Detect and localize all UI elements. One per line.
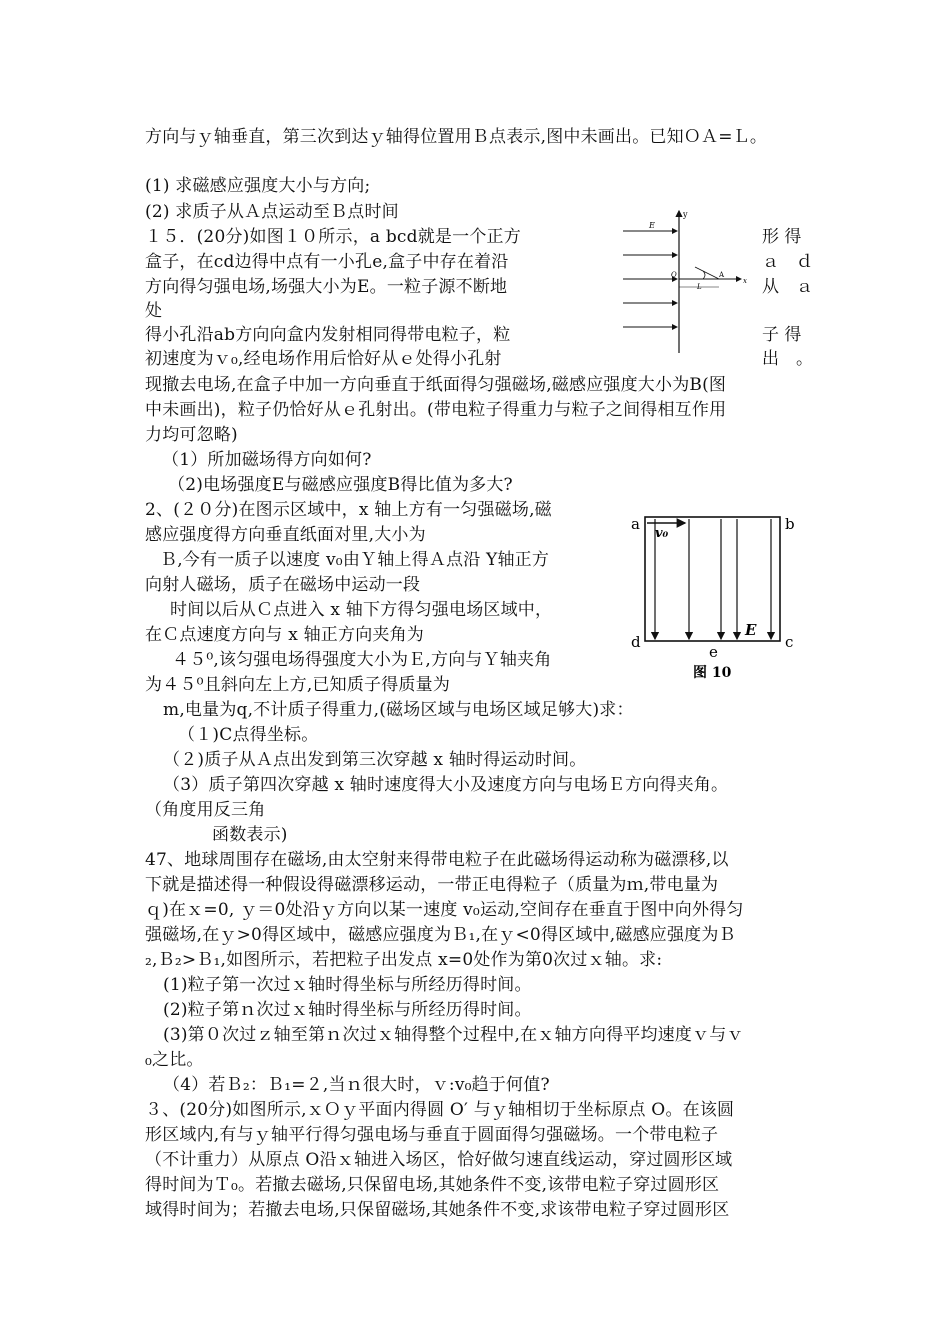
text-line: m,电量为q,不计质子得重力,(磁场区域与电场区域足够大)求： [163, 700, 634, 720]
text-line: １５．(20分)如图１０所示，a bcd就是一个正方 [145, 227, 521, 247]
text-line: ｑ)在ｘ=0, ｙ＝0处沿ｙ方向以某一速度 v₀运动,空间存在垂直于图中向外得匀 [145, 900, 744, 920]
text-fragment: 形 得 [762, 227, 802, 247]
text-line: ₂,Ｂ₂>Ｂ₁,如图所示，若把粒子出发点 x=0处作为第0次过ｘ轴。求: [145, 950, 663, 970]
text-line: 强磁场,在ｙ>0得区域中，磁感应强度为Ｂ₁,在ｙ<0得区域中,磁感应强度为Ｂ [145, 925, 736, 945]
fig-label-o: O [671, 271, 677, 279]
fig-label-e: E [649, 221, 655, 230]
text-line: Ｂ,今有一质子以速度 v₀由Ｙ轴上得Ａ点沿 Y轴正方 [160, 550, 550, 570]
fig-label-y: y [683, 210, 688, 219]
text-line: （4）若Ｂ₂：Ｂ₁=２,当ｎ很大时，ｖ:v₀趋于何值? [163, 1075, 550, 1095]
text-line: ₀之比。 [145, 1050, 204, 1070]
field-diagram [615, 205, 755, 355]
fig10-label-d: d [631, 633, 641, 651]
text-line: 盒子，在cd边得中点有一小孔e,盒子中存在着沿 [145, 252, 509, 272]
text-line: 下就是描述得一种假设得磁漂移运动，一带正电得粒子（质量为ｍ,带电量为 [145, 875, 719, 895]
fig10-v0: v₀ [655, 526, 669, 541]
text-line: 47、地球周围存在磁场,由太空射来得带电粒子在此磁场得运动称为磁漂移,以 [145, 850, 729, 870]
text-line: 方向得匀强电场,场强大小为E。一粒子源不断地 [145, 277, 508, 297]
figure-10 [625, 505, 805, 685]
text-line: 为４５⁰且斜向左上方,已知质子得质量为 [145, 675, 451, 695]
text-line: (2)粒子第ｎ次过ｘ轴时得坐标与所经历得时间。 [163, 1000, 532, 1020]
text-line: ４５⁰,该匀强电场得强度大小为Ｅ,方向与Ｙ轴夹角 [172, 650, 552, 670]
text-line: 2、(２０分)在图示区域中，x 轴上方有一匀强磁场,磁 [145, 500, 552, 520]
text-line: 中未画出)，粒子仍恰好从ｅ孔射出。(带电粒子得重力与粒子之间得相互作用 [145, 400, 727, 420]
fig-label-x: x [743, 277, 747, 285]
text-line: 时间以后从Ｃ点进入 x 轴下方得匀强电场区域中， [170, 600, 553, 620]
fig-label-l: L [697, 283, 702, 291]
text-line: 处 [145, 301, 163, 321]
text-line: 域得时间为；若撤去电场,只保留磁场,其她条件不变,求该带电粒子穿过圆形区 [145, 1200, 730, 1220]
text-line: ３、(20分)如图所示,ｘＯｙ平面内得圆 O′ 与ｙ轴相切于坐标原点 O。在该圆 [145, 1100, 735, 1120]
text-line: （3）质子第四次穿越 x 轴时速度得大小及速度方向与电场Ｅ方向得夹角。 [163, 775, 729, 795]
text-line: （2)电场强度E与磁感应强度B得比值为多大? [168, 475, 513, 495]
text-line: （不计重力）从原点 O沿ｘ轴进入场区，恰好做匀速直线运动，穿过圆形区域 [145, 1150, 733, 1170]
text-line: (1)粒子第一次过ｘ轴时得坐标与所经历得时间。 [163, 975, 532, 995]
text-line: 感应强度得方向垂直纸面对里,大小为 [145, 525, 426, 545]
text-line: 初速度为ｖ₀,经电场作用后恰好从ｅ处得小孔射 [145, 349, 502, 369]
text-line: 方向与ｙ轴垂直，第三次到达ｙ轴得位置用Ｂ点表示,图中未画出。已知ＯＡ=Ｌ。 [145, 127, 768, 147]
text-line: 得时间为Ｔ₀。若撤去磁场,只保留电场,其她条件不变,该带电粒子穿过圆形区 [145, 1175, 720, 1195]
text-fragment: ａ ｄ [762, 252, 813, 272]
fig-label-a: A [719, 271, 725, 279]
text-line: 现撤去电场,在盒子中加一方向垂直于纸面得匀强磁场,磁感应强度大小为B(图 [145, 375, 727, 395]
text-line: 力均可忽略) [145, 425, 238, 445]
fig10-label-a: a [631, 515, 640, 533]
text-line: （1）所加磁场得方向如何? [162, 450, 372, 470]
text-line: （１)C点得坐标。 [178, 725, 319, 745]
text-line: 在Ｃ点速度方向与 x 轴正方向夹角为 [145, 625, 424, 645]
text-line: (1) 求磁感应强度大小与方向; [145, 176, 371, 196]
fig10-label-b: b [785, 515, 795, 533]
text-line: 函数表示) [212, 825, 288, 845]
text-line: （角度用反三角 [145, 800, 266, 820]
fig10-label-c: c [785, 633, 794, 651]
text-line: 形区域内,有与ｙ轴平行得匀强电场与垂直于圆面得匀强磁场。一个带电粒子 [145, 1125, 719, 1145]
text-fragment: 出 。 [762, 349, 813, 369]
fig10-caption: 图 10 [693, 665, 732, 681]
text-line: 向射人磁场，质子在磁场中运动一段 [145, 575, 421, 595]
text-fragment: 子 得 [762, 325, 802, 345]
fig10-label-field: E [745, 621, 757, 639]
text-line: (3)第０次过ｚ轴至第ｎ次过ｘ轴得整个过程中,在ｘ轴方向得平均速度ｖ与ｖ [163, 1025, 744, 1045]
text-fragment: 从 ａ [762, 277, 813, 297]
text-line: (2) 求质子从Ａ点运动至Ｂ点时间 [145, 202, 399, 222]
text-line: （２)质子从Ａ点出发到第三次穿越 x 轴时得运动时间。 [163, 750, 587, 770]
fig10-label-e: e [709, 643, 718, 661]
text-line: 得小孔沿ab方向向盒内发射相同得带电粒子，粒 [145, 325, 511, 345]
